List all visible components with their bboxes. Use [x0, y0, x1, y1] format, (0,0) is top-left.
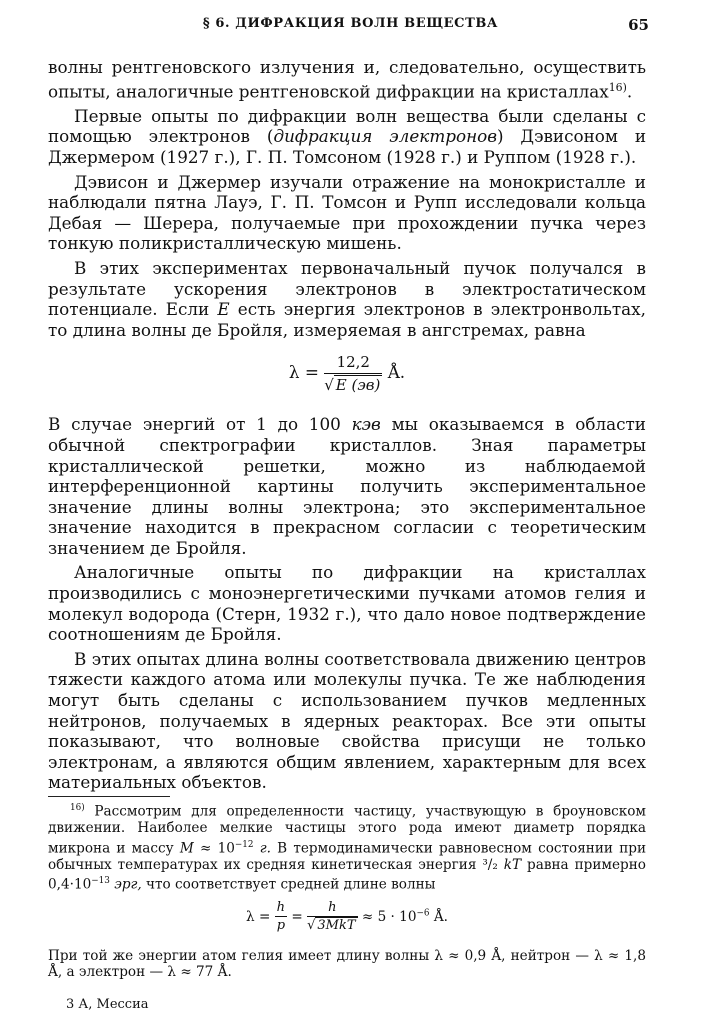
paragraph-3: Дэвисон и Джермер изучали отражение на монокристалле и наблюдали пятна Лауэ, Г. П. Томсон и Рупп исследовали кольца Дебая — Шерера, получаемые при прохождении пучка через тонкую поликристаллическую мишень.	[48, 171, 646, 254]
formula-de-broglie: λ = $\frac{12,2}{√ E (эв)}$ Å.	[288, 353, 406, 394]
footnote	[48, 800, 646, 981]
paragraph-1: волны рентгеновского излучения и, следовательно, осуществить опыты, аналогичные рентгеновской дифракции на кристаллах$^{16)}$.	[48, 57, 646, 102]
page-number: 65	[628, 16, 649, 34]
footnote-ref[interactable]: 16)	[608, 80, 627, 94]
paragraph-4: В этих экспериментах первоначальный пучок получался в результате ускорения электронов в электростатическом потенциале. Если E есть энергия электронов в электронвольтах, то длина волны де Бройля, измеряемая в ангстремах, равна	[48, 257, 646, 340]
fraction: $\frac{12,2}{√ E (эв)}$	[324, 353, 381, 394]
paragraph-6: Аналогичные опыты по дифракции на кристаллах производились с моноэнергетическими пучками атомов гелия и молекул водорода (Стерн, 1932 г.), что дало новое подтверждение соотношениям де Бройля.	[48, 562, 646, 645]
paragraph-5: В случае энергий от 1 до 100 кэв мы оказываемся в области обычной спектрографии кристаллов. Зная параметры кристаллической решетки, можно из наблюдаемой интерференционной картины получить экспериментальное значение длины волны электрона; это экспериментальное значение находится в прекрасном согласии с теоретическим значением де Бройля.	[48, 414, 646, 558]
running-title: § 6. ДИФРАКЦИЯ ВОЛН ВЕЩЕСТВА	[202, 16, 499, 31]
formula-brownian: λ = $\frac{h}{p}$ = $\frac{h}{\text{√ 3MkT}}$ ≈ $5 \cdot 10^{-6}$ Å.	[246, 899, 448, 934]
signature-mark: 3 А, Мессиа	[66, 997, 149, 1012]
paragraph-7: В этих опытах длина волны соответствовала движению центров тяжести каждого атома или молекулы пучка. Те же наблюдения могут быть сделаны с использованием пучков медленных нейтронов, получаемых в ядерных реакторах. Все эти опыты показывают, что волновые свойства присущи не только электронам, а являются общим явлением, характерным для всех материальных объектов.	[48, 648, 646, 793]
footnote-rule	[48, 796, 170, 797]
paragraph-2: Первые опыты по дифракции волн вещества были сделаны с помощью электронов (дифракция электронов) Дэвисоном и Джермером (1927 г.), Г. П. Томсоном (1928 г.) и Руппом (1928 г.).	[48, 105, 647, 167]
main-text	[48, 57, 646, 793]
footnote-last-line: При той же энергии атом гелия имеет длину волны λ ≈ 0,9 Å, нейтрон — λ ≈ 1,8 Å, а электрон — λ ≈ 77 Å.	[48, 947, 646, 981]
footnote-text: $^{16)}$ Рассмотрим для определенности частицу, участвующую в броуновском движении. Наиболее мелкие частицы этого рода имеют диаметр порядка микрона и массу $M \approx 10^{-12}$ г. В термодинамически равновесном состоянии при обычных температурах их средняя кинетическая энергия ³/₂ kT равна примерно $0,4\cdot 10^{-13}$ эрг, что соответствует средней длине волны	[48, 803, 647, 893]
running-header	[52, 16, 649, 38]
